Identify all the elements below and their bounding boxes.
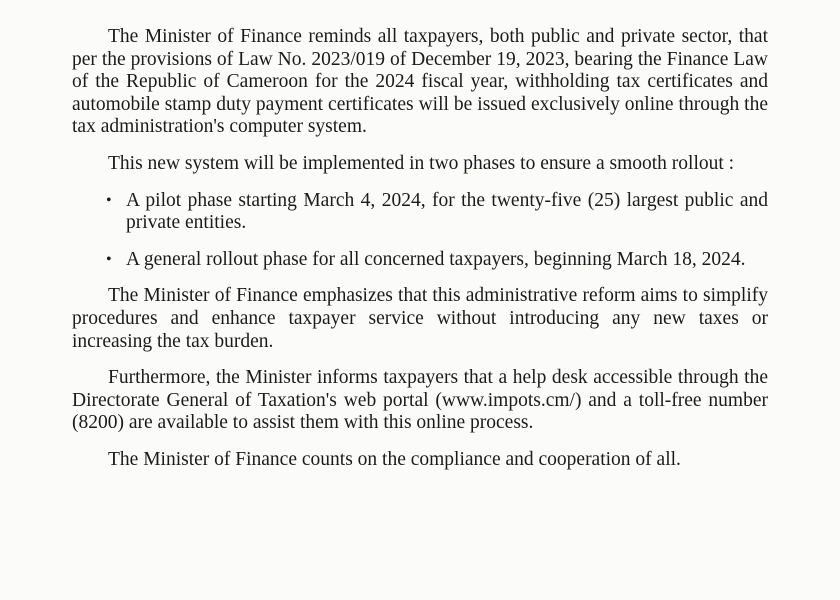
list-item-pilot-phase: • A pilot phase starting March 4, 2024, for the twenty-five (25) largest public and private entities.	[106, 190, 768, 235]
paragraph-phases-intro: This new system will be implemented in two phases to ensure a smooth rollout :	[108, 152, 735, 174]
paragraph-reminder: The Minister of Finance reminds all taxpayers, both public and private sector, that per the provisions of Law No. 2023/019 of December 19, 2023, bearing the Finance Law of the Republic of Cameroon for the 2024 fiscal year, withholding tax certificates and automobile stamp duty payment certificates will be issued exclusively online through the tax administration's computer system.	[72, 26, 768, 138]
paragraph-closing: The Minister of Finance counts on the compliance and cooperation of all.	[108, 448, 681, 470]
paragraph-reform-aim: The Minister of Finance emphasizes that this administrative reform aims to simplify procedures and enhance taxpayer service without introducing any new taxes or increasing the tax burden.	[72, 285, 768, 352]
list-item-general-rollout: • A general rollout phase for all concerned taxpayers, beginning March 18, 2024.	[106, 249, 768, 272]
paragraph-help-desk: Furthermore, the Minister informs taxpayers that a help desk accessible through the Directorate General of Taxation's web portal (www.impots.cm/) and a toll-free number (8200) are available to assist them with this online process.	[72, 367, 768, 434]
phase-list	[72, 190, 768, 272]
